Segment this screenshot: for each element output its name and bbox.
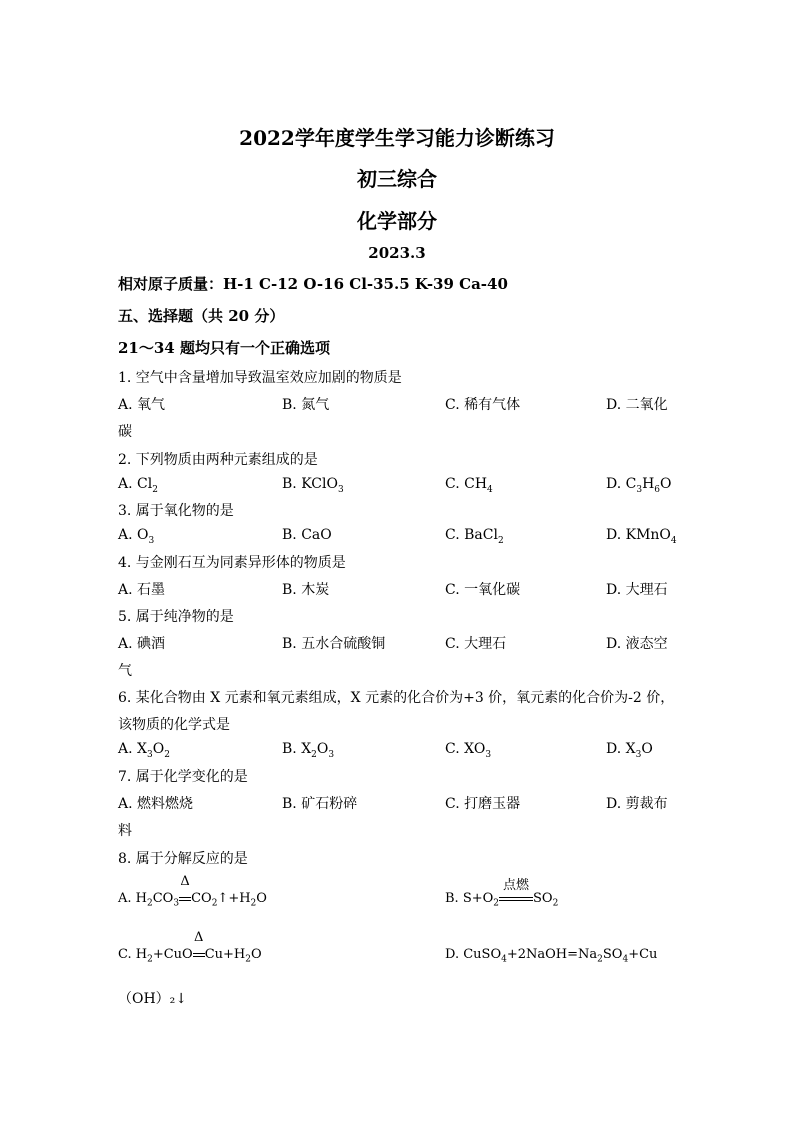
option-a: A. 燃料燃烧: [118, 796, 194, 812]
instruction: 21～34 题均只有一个正确选项: [118, 339, 330, 357]
subtitle-grade: 初三综合: [357, 167, 437, 191]
option-continuation: 料: [118, 823, 132, 839]
option-c: C. $XO_3$: [445, 741, 492, 760]
option-a: A. $X_3O_2$: [118, 741, 170, 760]
option-b: B. $S+O_2$ 点燃 $SO_2$: [445, 891, 558, 909]
option-d: D. $C_3H_6O$: [606, 476, 672, 495]
question-stem: 8. 属于分解反应的是: [118, 851, 248, 867]
option-c: C. $CH_4$: [445, 476, 493, 495]
question-stem: 1. 空气中含量增加导致温室效应加剧的物质是: [118, 370, 402, 386]
option-c: C. 打磨玉器: [445, 796, 521, 812]
heat-condition: Δ: [194, 930, 204, 945]
option-d: D. KMnO$_4$: [606, 527, 677, 546]
question-stem: 2. 下列物质由两种元素组成的是: [118, 452, 318, 468]
question-stem: 5. 属于纯净物的是: [118, 609, 234, 625]
option-d: D. $CuSO_4+2NaOH=Na_2SO_4+Cu$: [445, 947, 658, 965]
question-stem: 6. 某化合物由 X 元素和氧元素组成，X 元素的化合价为+3 价，氧元素的化合价为-2 价，: [118, 690, 675, 706]
option-b: B. 五水合硫酸铜: [282, 636, 386, 652]
option-b: B. 氮气: [282, 397, 330, 413]
option-c: C. BaCl$_2$: [445, 527, 504, 546]
option-a: A. 氧气: [118, 397, 166, 413]
option-b: B. 矿石粉碎: [282, 796, 358, 812]
option-c: C. 一氧化碳: [445, 582, 521, 598]
option-b: B. $X_2O_3$: [282, 741, 335, 760]
option-d: D. 液态空: [606, 636, 668, 652]
option-d: D. $X_3O$: [606, 741, 653, 760]
exam-date: 2023.3: [368, 244, 426, 262]
option-c: C. 大理石: [445, 636, 507, 652]
option-a: A. $Cl_2$: [118, 476, 158, 495]
heat-condition: Δ: [180, 874, 190, 889]
option-a: A. 石墨: [118, 582, 166, 598]
option-b: B. 木炭: [282, 582, 330, 598]
option-d: D. 二氧化: [606, 397, 668, 413]
option-d: D. 剪裁布: [606, 796, 668, 812]
option-b: B. KClO$_3$: [282, 476, 344, 495]
option-a: A. $H_2CO_3$ Δ $CO_2↑+H_2O$: [118, 874, 267, 909]
option-b: B. CaO: [282, 527, 332, 543]
option-d: D. 大理石: [606, 582, 668, 598]
option-a: A. 碘酒: [118, 636, 166, 652]
option-continuation: 碳: [118, 424, 132, 440]
atomic-mass: 相对原子质量：H-1 C-12 O-16 Cl-35.5 K-39 Ca-40: [118, 275, 508, 293]
option-a: A. $O_3$: [118, 527, 155, 546]
option-c: C. $H_2+CuO$ Δ $Cu+H_2O$: [118, 930, 262, 965]
question-stem: 3. 属于氧化物的是: [118, 503, 234, 519]
question-stem-continued: 该物质的化学式是: [118, 717, 230, 733]
option-continuation: （OH）₂↓: [118, 991, 188, 1007]
question-stem: 7. 属于化学变化的是: [118, 769, 248, 785]
subtitle-subject: 化学部分: [357, 209, 437, 233]
option-continuation: 气: [118, 663, 132, 679]
option-c: C. 稀有气体: [445, 397, 521, 413]
ignite-condition: 点燃: [503, 878, 530, 893]
page-title: 2022学年度学生学习能力诊断练习: [239, 126, 555, 150]
question-stem: 4. 与金刚石互为同素异形体的物质是: [118, 555, 346, 571]
section-heading: 五、选择题（共 20 分）: [118, 307, 285, 325]
